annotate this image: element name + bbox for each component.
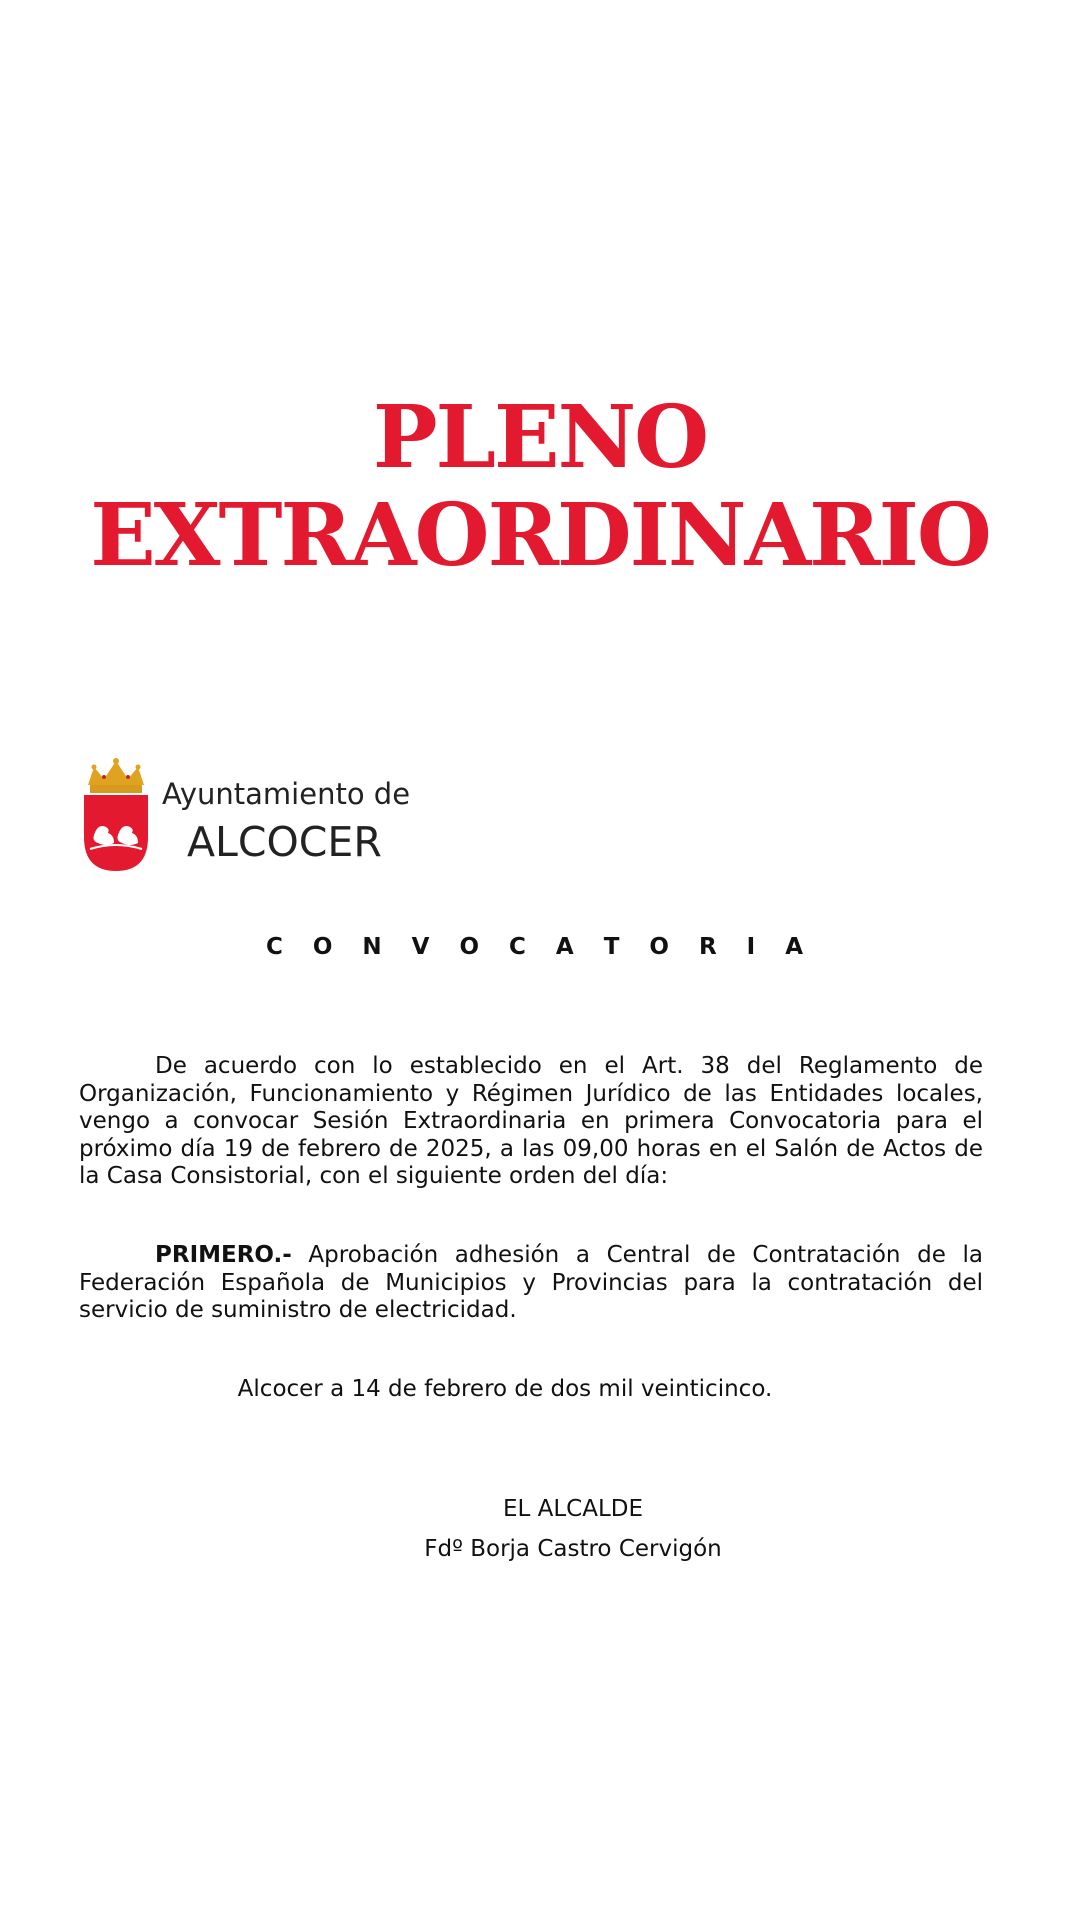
logo-line2: ALCOCER	[187, 818, 382, 866]
headline-line1: PLENO	[372, 387, 708, 488]
municipality-logo	[80, 755, 440, 875]
logo-line1: Ayuntamiento de	[162, 777, 411, 811]
agenda-item-1-label: PRIMERO.-	[155, 1242, 292, 1268]
agenda-item-1	[79, 1242, 983, 1325]
coat-of-arms-icon	[80, 755, 152, 875]
signature-name: Fdº Borja Castro Cervigón	[424, 1536, 722, 1562]
agenda-item-1-text: Aprobación adhesión a Central de Contratación de la Federación Española de Municipios y Provincias para la contratación del servicio de suministro de electricidad.	[79, 1242, 983, 1323]
document-title: C O N V O C A T O R I A	[265, 934, 815, 960]
date-line: Alcocer a 14 de febrero de dos mil veinticinco.	[237, 1376, 773, 1402]
signature-role: EL ALCALDE	[502, 1496, 644, 1522]
headline-line2: EXTRAORDINARIO	[90, 485, 990, 586]
paragraph-intro: De acuerdo con lo establecido en el Art. 38 del Reglamento de Organización, Funcionamiento y Régimen Jurídico de las Entidades locales, vengo a convocar Sesión Extraordinaria en primera Convocatoria para el próximo día 19 de febrero de 2025, a las 09,00 horas en el Salón de Actos de la Casa Consistorial, con el siguiente orden del día:	[79, 1053, 983, 1189]
